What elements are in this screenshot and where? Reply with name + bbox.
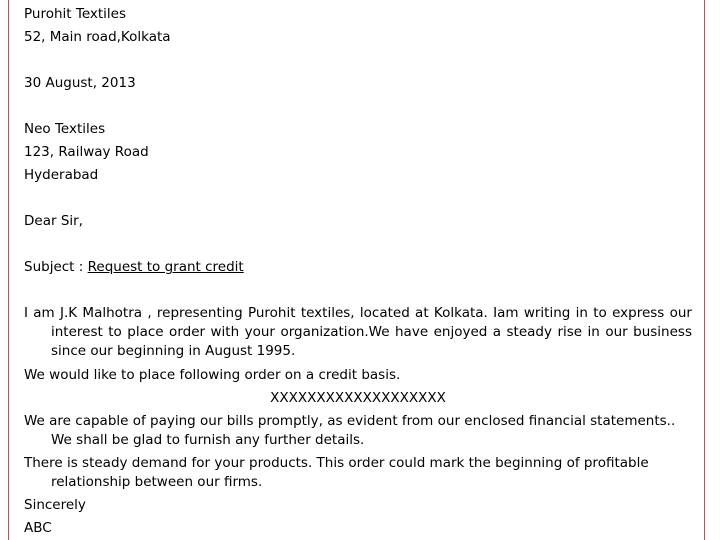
body-paragraph-4: There is steady demand for your products. This order could mark the beginning of profitable relationship between our firms. xyxy=(24,455,649,490)
signature: ABC xyxy=(24,520,52,536)
closing: Sincerely xyxy=(24,497,86,513)
subject-line xyxy=(24,258,244,277)
sender-name: Purohit Textiles xyxy=(24,6,127,22)
body-paragraph-3: We are capable of paying our bills promptly, as evident from our enclosed financial statements.. We shall be glad to furnish any further details. xyxy=(24,413,676,448)
recipient-city: Hyderabad xyxy=(24,167,99,183)
body-paragraph-2: We would like to place following order on a credit basis. xyxy=(24,367,401,383)
salutation: Dear Sir, xyxy=(24,213,83,229)
recipient-street: 123, Railway Road xyxy=(24,144,149,160)
sender-address: 52, Main road,Kolkata xyxy=(24,29,171,45)
recipient-name: Neo Textiles xyxy=(24,121,106,137)
order-placeholder: XXXXXXXXXXXXXXXXXXX xyxy=(270,390,446,406)
letter-date: 30 August, 2013 xyxy=(24,75,136,91)
subject-text: Request to grant credit xyxy=(87,259,244,275)
body-paragraph-1: I am J.K Malhotra , representing Purohit textiles, located at Kolkata. Iam writing in to express our interest to place order with your organization.We have enjoyed a steady rise in our business since our beginning in August 1995. xyxy=(24,305,692,359)
subject-label: Subject : xyxy=(24,259,84,275)
